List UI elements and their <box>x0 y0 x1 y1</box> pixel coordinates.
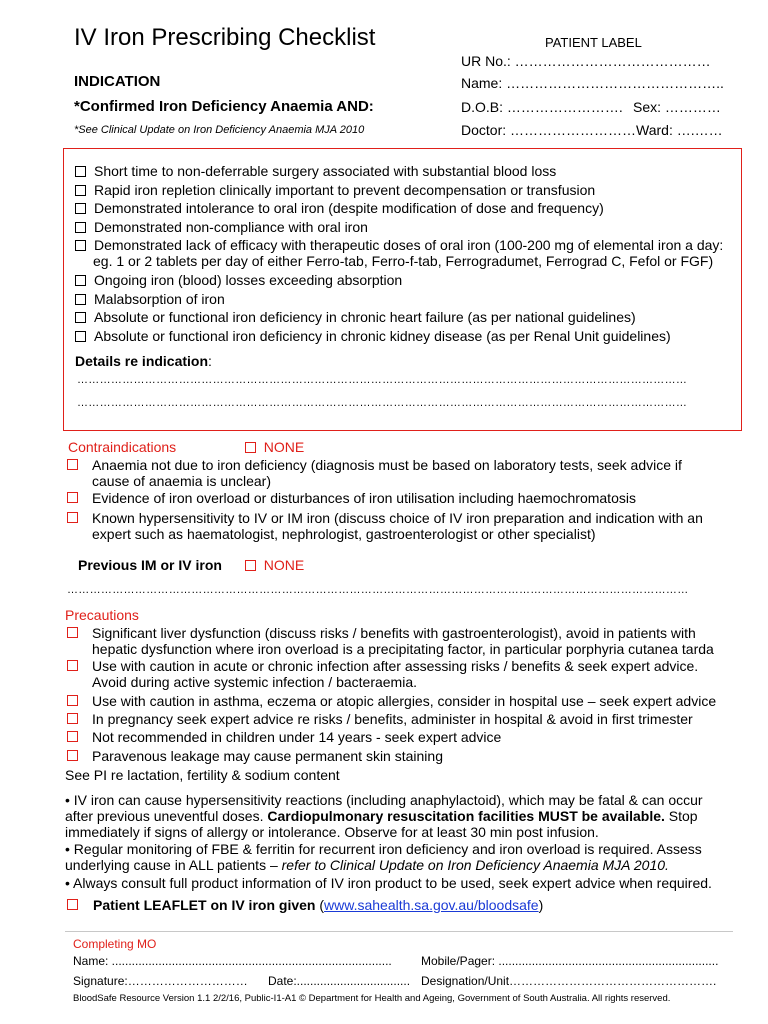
see-pi-note: See PI re lactation, fertility & sodium content <box>65 767 340 783</box>
indication-item[interactable]: Demonstrated non-compliance with oral iron <box>75 219 368 235</box>
monitoring-note: • Regular monitoring of FBE & ferritin for recurrent iron deficiency and iron overload is required. Assess underlying cause in ALL patients – refer to Clinical Update on Iron Deficiency Anaemia MJA 2010. <box>65 841 702 873</box>
checkbox-icon[interactable] <box>67 627 78 638</box>
contraindication-item: Anaemia not due to iron deficiency (diagnosis must be based on laboratory tests, seek advice if cause of anaemia is unclear) <box>92 457 682 489</box>
checkbox-icon[interactable] <box>75 240 86 251</box>
indication-heading: INDICATION <box>74 73 161 90</box>
checkbox-icon[interactable] <box>245 560 256 571</box>
checkbox-icon[interactable] <box>67 899 78 910</box>
ur-number-field: UR No.: …………………………………… <box>461 53 711 69</box>
indication-item[interactable]: Absolute or functional iron deficiency in chronic kidney disease (as per Renal Unit guidelines) <box>75 328 671 344</box>
checkbox-icon[interactable] <box>75 331 86 342</box>
checkbox-icon[interactable] <box>75 312 86 323</box>
divider <box>65 931 733 932</box>
indication-item-continuation: eg. 1 or 2 tablets per day of either Ferro-tab, Ferro-f-tab, Ferrogradumet, Ferrograd C, Fefol or FGF) <box>93 253 714 269</box>
indication-item[interactable]: Absolute or functional iron deficiency in chronic heart failure (as per national guidelines) <box>75 309 636 325</box>
checkbox-icon[interactable] <box>67 459 78 470</box>
contraindications-none-option[interactable]: NONE <box>245 439 304 455</box>
precaution-item: Significant liver dysfunction (discuss risks / benefits with gastroenterologist), avoid in patients with hepatic dysfunction where iron overload is a precipitating factor, in particular porphyria cutanea tarda <box>92 625 714 657</box>
indication-item[interactable]: Ongoing iron (blood) losses exceeding absorption <box>75 272 402 288</box>
indication-item[interactable]: Demonstrated intolerance to oral iron (despite modification of dose and frequency) <box>75 200 604 216</box>
checkbox-icon[interactable] <box>75 294 86 305</box>
mo-mobile-field[interactable]: Mobile/Pager: .................................................................. <box>421 954 719 968</box>
dob-field: D.O.B: ……………………. <box>461 99 623 115</box>
confirmed-ida-heading: *Confirmed Iron Deficiency Anaemia AND: <box>74 98 374 115</box>
checkbox-icon[interactable] <box>67 660 78 671</box>
mo-designation-field[interactable]: Designation/Unit……………………………………………. <box>421 974 717 988</box>
patient-leaflet-row: Patient LEAFLET on IV iron given (www.sahealth.sa.gov.au/bloodsafe) <box>93 897 544 913</box>
checkbox-icon[interactable] <box>75 222 86 233</box>
checkbox-icon[interactable] <box>67 713 78 724</box>
contraindication-item: Known hypersensitivity to IV or IM iron (discuss choice of IV iron preparation and indication with an expert such as haematologist, nephrologist, gastroenterologist or other specialist) <box>92 510 703 542</box>
details-indication-label: Details re indication: <box>75 353 212 369</box>
sex-field: Sex: ………… <box>633 99 721 115</box>
precaution-item: Use with caution in asthma, eczema or atopic allergies, consider in hospital use – seek expert advice <box>92 693 717 709</box>
product-info-note: • Always consult full product information of IV iron product to be used, seek expert advice when required. <box>65 875 712 891</box>
previous-iron-label: Previous IM or IV iron <box>78 557 222 573</box>
precaution-item: In pregnancy seek expert advice re risks / benefits, administer in hospital & avoid in first trimester <box>92 711 693 727</box>
checkbox-icon[interactable] <box>75 166 86 177</box>
bloodsafe-link[interactable]: www.sahealth.sa.gov.au/bloodsafe <box>324 897 539 913</box>
mo-name-field[interactable]: Name: .................................................................................... <box>73 954 392 968</box>
precaution-item: Not recommended in children under 14 years - seek expert advice <box>92 729 502 745</box>
indication-item[interactable]: Malabsorption of iron <box>75 291 225 307</box>
indication-item[interactable]: Demonstrated lack of efficacy with therapeutic doses of oral iron (100-200 mg of elemental iron a day: <box>75 237 723 253</box>
patient-label-heading: PATIENT LABEL <box>545 35 642 50</box>
checkbox-icon[interactable] <box>75 203 86 214</box>
previous-iron-line[interactable]: ………………………………………………………………………………………………………………………………………………… <box>67 584 689 596</box>
checkbox-icon[interactable] <box>67 512 78 523</box>
precaution-item: Paravenous leakage may cause permanent skin staining <box>92 748 443 764</box>
mo-signature-field[interactable]: Signature:………………………… <box>73 974 248 988</box>
precautions-heading: Precautions <box>65 607 139 623</box>
mo-date-field[interactable]: Date:.................................. <box>268 974 411 988</box>
precaution-item: Use with caution in acute or chronic infection after assessing risks / benefits & seek expert advice. Avoid during active systemic infection / bacteraemia. <box>92 658 699 690</box>
details-line[interactable]: ……………………………………………………………………………………………………………………………………………… <box>77 374 688 386</box>
contraindication-item: Evidence of iron overload or disturbances of iron utilisation including haemochromatosis <box>92 490 636 506</box>
details-line[interactable]: ……………………………………………………………………………………………………………………………………………… <box>77 397 688 409</box>
checkbox-icon[interactable] <box>75 185 86 196</box>
contraindications-heading: Contraindications <box>68 439 177 455</box>
checkbox-icon[interactable] <box>67 695 78 706</box>
completing-mo-heading: Completing MO <box>73 937 157 951</box>
checkbox-icon[interactable] <box>67 731 78 742</box>
page-title: IV Iron Prescribing Checklist <box>74 24 376 51</box>
hypersensitivity-warning: • IV iron can cause hypersensitivity reactions (including anaphylactoid), which may be fatal & can occur after previous uneventful doses. Cardiopulmonary resuscitation facilities MUST be available. Stop immediately if signs of allergy or intolerance. Observe for at least 30 min post infusion. <box>65 792 703 840</box>
patient-name-field: Name: ……………………………………….. <box>461 75 724 91</box>
checkbox-icon[interactable] <box>75 275 86 286</box>
checkbox-icon[interactable] <box>67 492 78 503</box>
clinical-update-note: *See Clinical Update on Iron Deficiency Anaemia MJA 2010 <box>74 124 365 136</box>
previous-iron-none-option[interactable]: NONE <box>245 557 304 573</box>
indication-item[interactable]: Short time to non-deferrable surgery associated with substantial blood loss <box>75 163 556 179</box>
checkbox-icon[interactable] <box>67 750 78 761</box>
doctor-ward-field: Doctor: ………………………Ward: ….…… <box>461 122 723 138</box>
footer-text: BloodSafe Resource Version 1.1 2/2/16, Public-I1-A1 © Department for Health and Ageing, Government of South Australia. All rights reserved. <box>73 993 671 1004</box>
indication-item[interactable]: Rapid iron repletion clinically important to prevent decompensation or transfusion <box>75 182 595 198</box>
checkbox-icon[interactable] <box>245 442 256 453</box>
